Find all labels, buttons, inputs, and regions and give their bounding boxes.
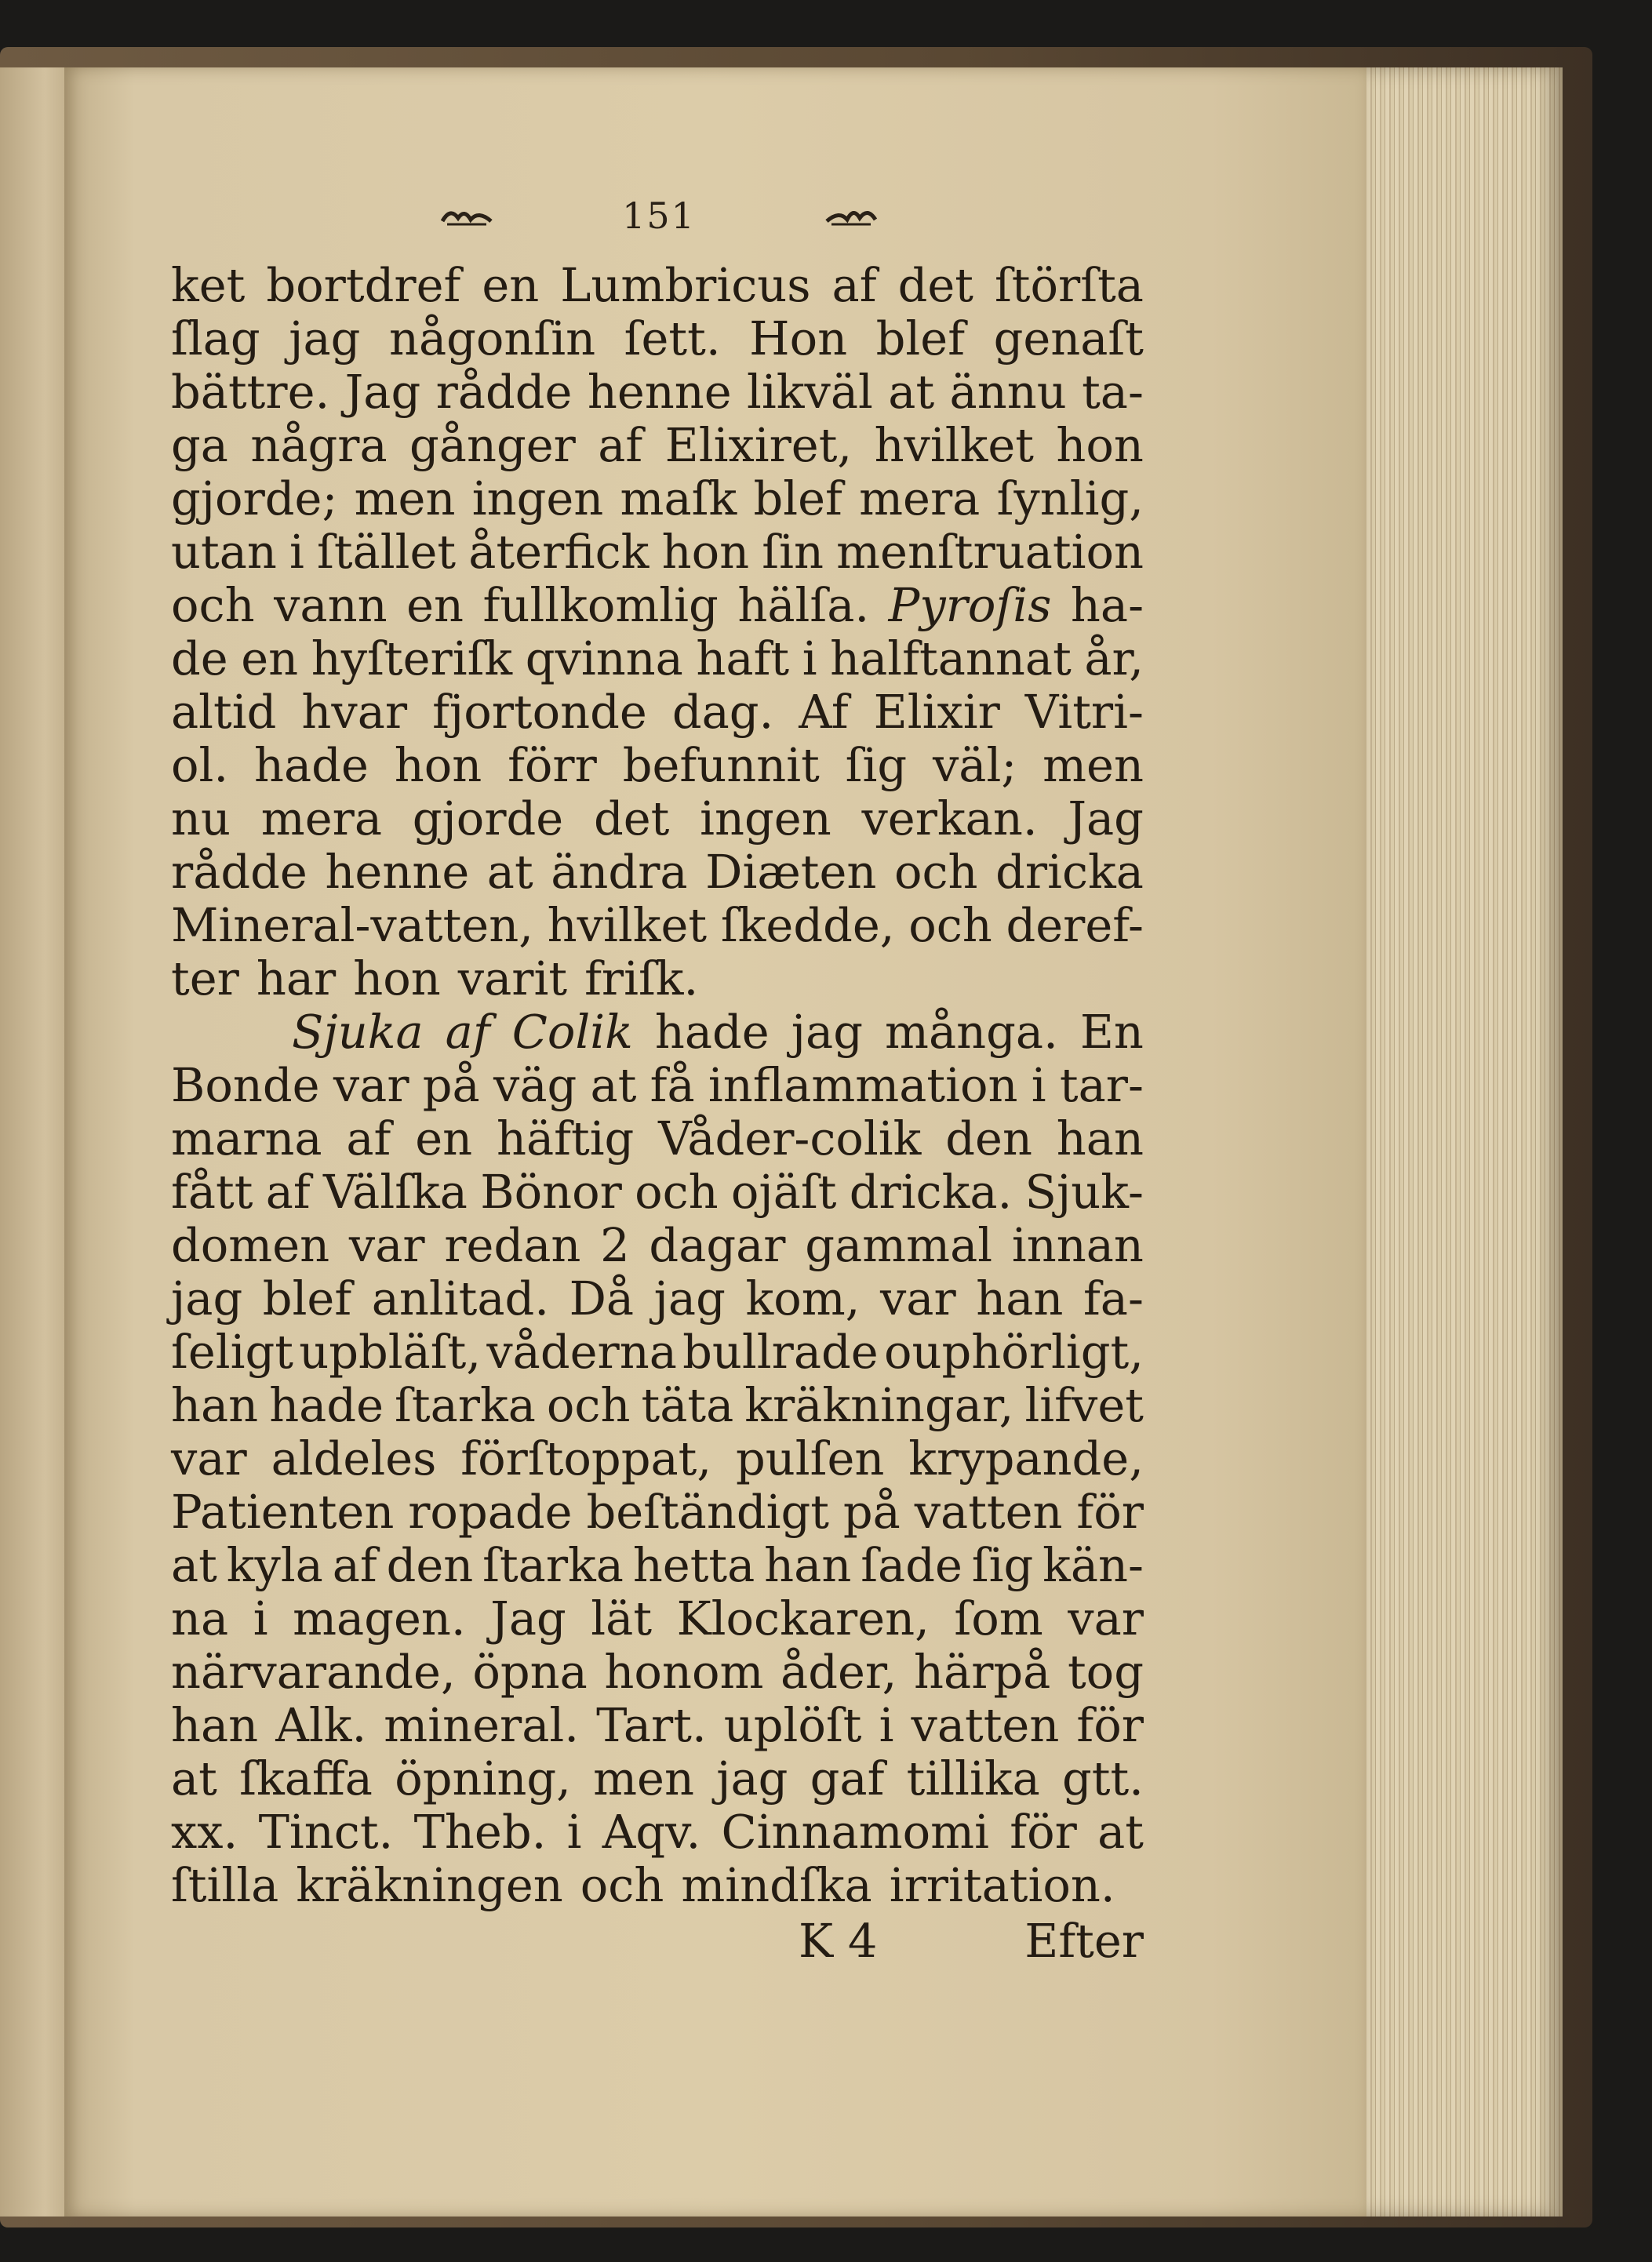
word: at [888, 365, 935, 419]
word: gaf [810, 1751, 885, 1806]
word: marna [171, 1111, 322, 1166]
word: ſtarka [482, 1538, 624, 1592]
word: utan [171, 525, 277, 579]
word: fa- [1083, 1271, 1144, 1326]
word: Colik [511, 1005, 633, 1059]
word: en [482, 258, 540, 312]
word: deref- [1006, 898, 1144, 952]
word: haft [696, 631, 790, 686]
word: i [566, 1805, 582, 1859]
word: Våder-colik [658, 1111, 922, 1166]
body-text [171, 259, 1144, 1912]
word: ouphörligt, [883, 1325, 1144, 1379]
word: at [486, 845, 533, 899]
word: ol. [171, 738, 229, 792]
word: domen [171, 1218, 330, 1272]
word: har [256, 951, 337, 1006]
word: af [346, 1111, 391, 1166]
word: dag. [671, 685, 774, 739]
word: af [332, 1538, 377, 1592]
word: Bönor [480, 1165, 622, 1219]
word: befunnit [622, 738, 820, 792]
word: 2 [600, 1218, 630, 1272]
word: ſade [861, 1538, 962, 1592]
word: at [1097, 1805, 1144, 1859]
word: jag [653, 1271, 726, 1326]
word: hade [269, 1378, 384, 1432]
word: mera [260, 791, 382, 846]
word: den [386, 1538, 474, 1592]
word: af [831, 258, 877, 312]
word: ſkaffa [239, 1751, 373, 1806]
word: tillika [906, 1751, 1040, 1806]
word: ännu [949, 365, 1067, 419]
word: men [1043, 738, 1144, 792]
word: varit [457, 951, 568, 1006]
word: nu [171, 791, 231, 846]
word: Pyroſis [888, 578, 1052, 632]
word: åder, [781, 1645, 897, 1699]
word: tog [1067, 1645, 1144, 1699]
word: i [879, 1698, 894, 1752]
word: förr [508, 738, 597, 792]
text-line [171, 365, 1144, 419]
word: väg [493, 1058, 577, 1112]
word: Tart. [596, 1698, 707, 1752]
word: blef [875, 311, 966, 365]
word: ter [171, 951, 239, 1006]
word: han [764, 1538, 852, 1592]
word: Bonde [171, 1058, 320, 1112]
word: krypande, [908, 1431, 1144, 1486]
word: vatten [914, 1485, 1063, 1539]
word: var [1068, 1591, 1144, 1646]
word: ropade [408, 1485, 573, 1539]
word: och [635, 1165, 719, 1219]
word: kän- [1043, 1538, 1144, 1592]
text-line [171, 846, 1144, 899]
word: henne [587, 365, 732, 419]
word: ga [171, 418, 228, 472]
word: ta- [1082, 365, 1144, 419]
text-line [171, 1326, 1144, 1379]
word: beſtändigt [586, 1485, 829, 1539]
word: at [171, 1538, 217, 1592]
word: ſtarka [395, 1378, 536, 1432]
word: Jag [344, 365, 421, 419]
word: jag [716, 1751, 788, 1806]
word: men [593, 1751, 694, 1806]
word: i [289, 525, 304, 579]
word: ſtället [317, 525, 457, 579]
word: en [241, 631, 299, 686]
word: i [253, 1591, 268, 1646]
word: hade [254, 738, 369, 792]
word: var [879, 1271, 956, 1326]
word: han [171, 1698, 259, 1752]
word: på [842, 1485, 901, 1539]
word: hon [1056, 418, 1144, 472]
word: redan [444, 1218, 581, 1272]
word: gjorde; [171, 471, 338, 525]
page-fore-edge [1366, 67, 1563, 2217]
word: fjortonde [432, 685, 647, 739]
word: gammal [805, 1218, 993, 1272]
word: ſtilla [171, 1858, 279, 1912]
word: irritation. [889, 1858, 1115, 1912]
word: Patienten [171, 1485, 395, 1539]
word: jag [791, 1005, 863, 1059]
word: ket [171, 258, 246, 312]
text-line [171, 1112, 1144, 1166]
word: dagar [649, 1218, 786, 1272]
word: henne [325, 845, 470, 899]
word: ſynlig, [996, 471, 1144, 525]
word: kyla [226, 1538, 323, 1592]
word: en [406, 578, 464, 632]
word: lät [591, 1591, 653, 1646]
word: någonſin [388, 311, 596, 365]
word: och [580, 1858, 664, 1912]
word: bullrade [682, 1325, 879, 1379]
word: ojäſt [730, 1165, 837, 1219]
word: ſig [845, 738, 908, 792]
word: bortdref [266, 258, 461, 312]
word: af [265, 1165, 311, 1219]
word: blef [262, 1271, 352, 1326]
word: öpning, [395, 1751, 571, 1806]
word: var [348, 1218, 425, 1272]
word: uplöſt [723, 1698, 862, 1752]
word: det [897, 258, 973, 312]
word: täta [641, 1378, 734, 1432]
word: aldeles [271, 1431, 437, 1486]
word: hälſa. [737, 578, 870, 632]
word: år, [1084, 631, 1144, 686]
word: hvilket [874, 418, 1035, 472]
word: Sjuk- [1024, 1165, 1144, 1219]
signature-mark: K 4 [799, 1914, 878, 1968]
text-line [171, 632, 1144, 686]
text-line [171, 1432, 1144, 1486]
word: genaſt [993, 311, 1144, 365]
word: dricka [995, 845, 1144, 899]
word: xx. [171, 1805, 238, 1859]
page-footer [171, 1914, 1144, 1969]
word: Tinct. [258, 1805, 394, 1859]
text-line [171, 792, 1144, 846]
word: likväl [747, 365, 873, 419]
word: Af [799, 685, 849, 739]
word: ſlag [171, 311, 260, 365]
word: Välſka [322, 1165, 468, 1219]
word: Lumbricus [560, 258, 811, 312]
word: för [1076, 1698, 1144, 1752]
word: Jag [1068, 791, 1144, 846]
word: vann [274, 578, 388, 632]
word: blef [753, 471, 842, 525]
word: i [1031, 1058, 1046, 1112]
word: Vitri- [1024, 685, 1144, 739]
word: menſtruation [836, 525, 1144, 579]
word: Hon [749, 311, 848, 365]
word: för [1010, 1805, 1077, 1859]
word: Diæten [705, 845, 877, 899]
word: Klockaren, [676, 1591, 930, 1646]
word: mindſka [681, 1858, 872, 1912]
word: inflammation [708, 1058, 1018, 1112]
word: rådde [171, 845, 307, 899]
word: hetta [632, 1538, 755, 1592]
word: mineral. [384, 1698, 580, 1752]
text-line [171, 1059, 1144, 1112]
word: ſett. [624, 311, 721, 365]
word: magen. [293, 1591, 466, 1646]
facing-page-edge [0, 67, 64, 2217]
word: han [1056, 1111, 1144, 1166]
word: na [171, 1591, 229, 1646]
word: var [333, 1058, 409, 1112]
word: anlitad. [371, 1271, 550, 1326]
word: Aqv. [602, 1805, 701, 1859]
word: förſtoppat, [460, 1431, 712, 1486]
word: våderna [486, 1325, 677, 1379]
word: var [171, 1431, 247, 1486]
word: och [171, 578, 255, 632]
word: hvar [301, 685, 408, 739]
word: bättre. [171, 365, 330, 419]
running-head [439, 188, 879, 243]
word: de [171, 631, 228, 686]
word: ſin [762, 525, 824, 579]
word: rådde [435, 365, 573, 419]
word: dricka. [849, 1165, 1013, 1219]
word: hade [654, 1005, 770, 1059]
word: många. [885, 1005, 1058, 1059]
word: för [1076, 1485, 1144, 1539]
text-line [171, 1006, 1144, 1059]
word: ſtörſta [994, 258, 1144, 312]
word: En [1079, 1005, 1144, 1059]
word: af [445, 1005, 490, 1059]
word: ingen [700, 791, 831, 846]
word: vatten [911, 1698, 1060, 1752]
text-line [171, 739, 1144, 792]
word: i [802, 631, 817, 686]
word: gtt. [1062, 1751, 1144, 1806]
word: at [590, 1058, 637, 1112]
text-line [171, 1859, 1144, 1912]
word: jag [289, 311, 361, 365]
word: en [415, 1111, 473, 1166]
word: Elixir [873, 685, 1000, 739]
right-ornament-icon [824, 204, 879, 227]
word: friſk. [584, 951, 699, 1006]
word: fått [171, 1165, 253, 1219]
word: ſig [971, 1538, 1034, 1592]
word: och [546, 1378, 631, 1432]
word: Mineral-vatten, [171, 898, 533, 952]
word: väl; [932, 738, 1017, 792]
word: Theb. [413, 1805, 547, 1859]
word: på [422, 1058, 480, 1112]
word: jag [171, 1271, 243, 1326]
word: at [171, 1751, 217, 1806]
word: härpå [914, 1645, 1051, 1699]
text-line [171, 259, 1144, 312]
word: återfick [468, 525, 650, 579]
word: hon [353, 951, 441, 1006]
word: pulſen [736, 1431, 885, 1486]
word: ingen [471, 471, 604, 525]
word: Cinnamomi [721, 1805, 989, 1859]
text-line [171, 1272, 1144, 1326]
word: kräkningen [296, 1858, 563, 1912]
text-line [171, 1166, 1144, 1219]
text-line [171, 579, 1144, 632]
word: han [976, 1271, 1064, 1326]
left-ornament-icon [439, 204, 494, 227]
text-line [171, 1219, 1144, 1272]
word: det [593, 791, 670, 846]
word: Jag [490, 1591, 566, 1646]
word: den [945, 1111, 1032, 1166]
text-line [171, 1806, 1144, 1859]
word: närvarande, [171, 1645, 456, 1699]
word: ha- [1070, 578, 1144, 632]
text-line [171, 472, 1144, 525]
word: Elixiret, [664, 418, 853, 472]
word: mera [859, 471, 981, 525]
word: upbläſt, [299, 1325, 482, 1379]
word: han [171, 1378, 259, 1432]
word: hvilket [547, 898, 708, 952]
text-line [171, 1379, 1144, 1432]
word: ändra [551, 845, 688, 899]
word: Då [569, 1271, 635, 1326]
text-line [171, 1539, 1144, 1592]
word: men [354, 471, 456, 525]
word: verkan. [861, 791, 1038, 846]
catchword: Efter [1024, 1914, 1144, 1968]
word: kräkningar, [744, 1378, 1014, 1432]
text-line [171, 419, 1144, 472]
text-line [171, 525, 1144, 579]
word: få [650, 1058, 695, 1112]
word: hon [661, 525, 750, 579]
word: maſk [620, 471, 737, 525]
word: ſom [954, 1591, 1043, 1646]
word: fullkomlig [482, 578, 719, 632]
text-line [171, 952, 1144, 1006]
word: ſkedde, [720, 898, 895, 952]
word: halftannat [830, 631, 1072, 686]
word: några [250, 418, 388, 472]
text-line [171, 312, 1144, 365]
word: altid [171, 685, 277, 739]
text-line [171, 1646, 1144, 1699]
text-line [171, 1699, 1144, 1752]
word: honom [604, 1645, 764, 1699]
word: häftig [496, 1111, 635, 1166]
text-line [171, 899, 1144, 952]
text-line [171, 1592, 1144, 1646]
text-line [171, 686, 1144, 739]
word: öpna [472, 1645, 588, 1699]
text-line [171, 1752, 1144, 1806]
word: gjorde [412, 791, 564, 846]
word: ſeligt [171, 1325, 293, 1379]
word: hon [394, 738, 482, 792]
word: Alk. [275, 1698, 367, 1752]
word: af [598, 418, 643, 472]
word: qvinna [525, 631, 683, 686]
word: gånger [409, 418, 576, 472]
word: kom, [745, 1271, 861, 1326]
word: lifvet [1024, 1378, 1144, 1432]
word: innan [1011, 1218, 1144, 1272]
text-line [171, 1486, 1144, 1539]
word: Sjuka [292, 1005, 424, 1059]
word: och [893, 845, 978, 899]
word: tar- [1059, 1058, 1144, 1112]
word: och [908, 898, 992, 952]
word: hyſteriſk [311, 631, 513, 686]
page-number: 151 [622, 195, 696, 237]
